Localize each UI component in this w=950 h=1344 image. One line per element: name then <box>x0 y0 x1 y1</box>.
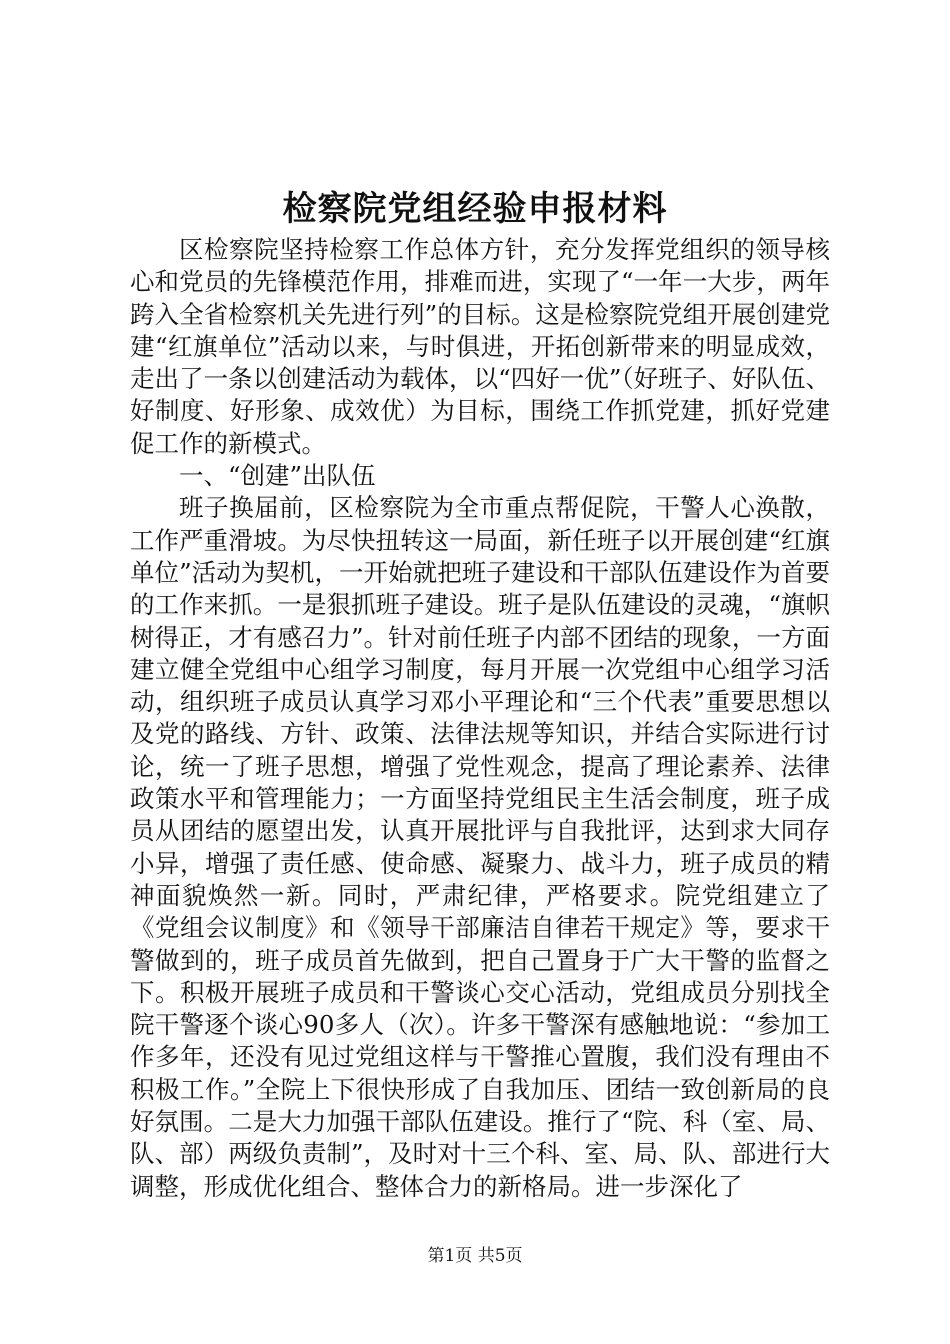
paragraph-section-one: 班子换届前，区检察院为全市重点帮促院，干警人心涣散，工作严重滑坡。为尽快扭转这一局面，新任班子以开展创建“红旗单位”活动为契机，一开始就把班子建设和干部队伍建设作为首要的工作来抓。一是狠抓班子建设。班子是队伍建设的灵魂，“旗帜树得正，才有感召力”。针对前任班子内部不团结的现象，一方面建立健全党组中心组学习制度，每月开展一次党组中心组学习活动，组织班子成员认真学习邓小平理论和“三个代表”重要思想以及党的路线、方针、政策、法律法规等知识，并结合实际进行讨论，统一了班子思想，增强了党性观念，提高了理论素养、法律政策水平和管理能力；一方面坚持党组民主生活会制度，班子成员从团结的愿望出发，认真开展批评与自我批评，达到求大同存小异，增强了责任感、使命感、凝聚力、战斗力，班子成员的精神面貌焕然一新。同时，严肃纪律，严格要求。院党组建立了《党组会议制度》和《领导干部廉洁自律若干规定》等，要求干警做到的，班子成员首先做到，把自己置身于广大干警的监督之下。积极开展班子成员和干警谈心交心活动，党组成员分别找全院干警逐个谈心90多人（次）。许多干警深有感触地说：“参加工作多年，还没有见过党组这样与干警推心置腹，我们没有理由不积极工作。”全院上下很快形成了自我加压、团结一致创新局的良好氛围。二是大力加强干部队伍建设。推行了“院、科（室、局、队、部）两级负责制”，及时对十三个科、室、局、队、部进行大调整，形成优化组合、整体合力的新格局。进一步深化了 <box>130 493 830 1201</box>
paragraph-intro: 区检察院坚持检察工作总体方针，充分发挥党组织的领导核心和党员的先锋模范作用，排难而进，实现了“一年一大步，两年跨入全省检察机关先进行列”的目标。这是检察院党组开展创建党建“红旗单位”活动以来，与时俱进，开拓创新带来的明显成效，走出了一条以创建活动为载体，以“四好一优”（好班子、好队伍、好制度、好形象、成效优）为目标，围绕工作抓党建，抓好党建促工作的新模式。 <box>130 235 830 458</box>
document-title: 检察院党组经验申报材料 <box>282 189 668 229</box>
document-body <box>130 234 830 1203</box>
page-footer: 第1页 共5页 <box>427 1246 523 1266</box>
section-heading: 一、“创建”出队伍 <box>179 461 376 491</box>
